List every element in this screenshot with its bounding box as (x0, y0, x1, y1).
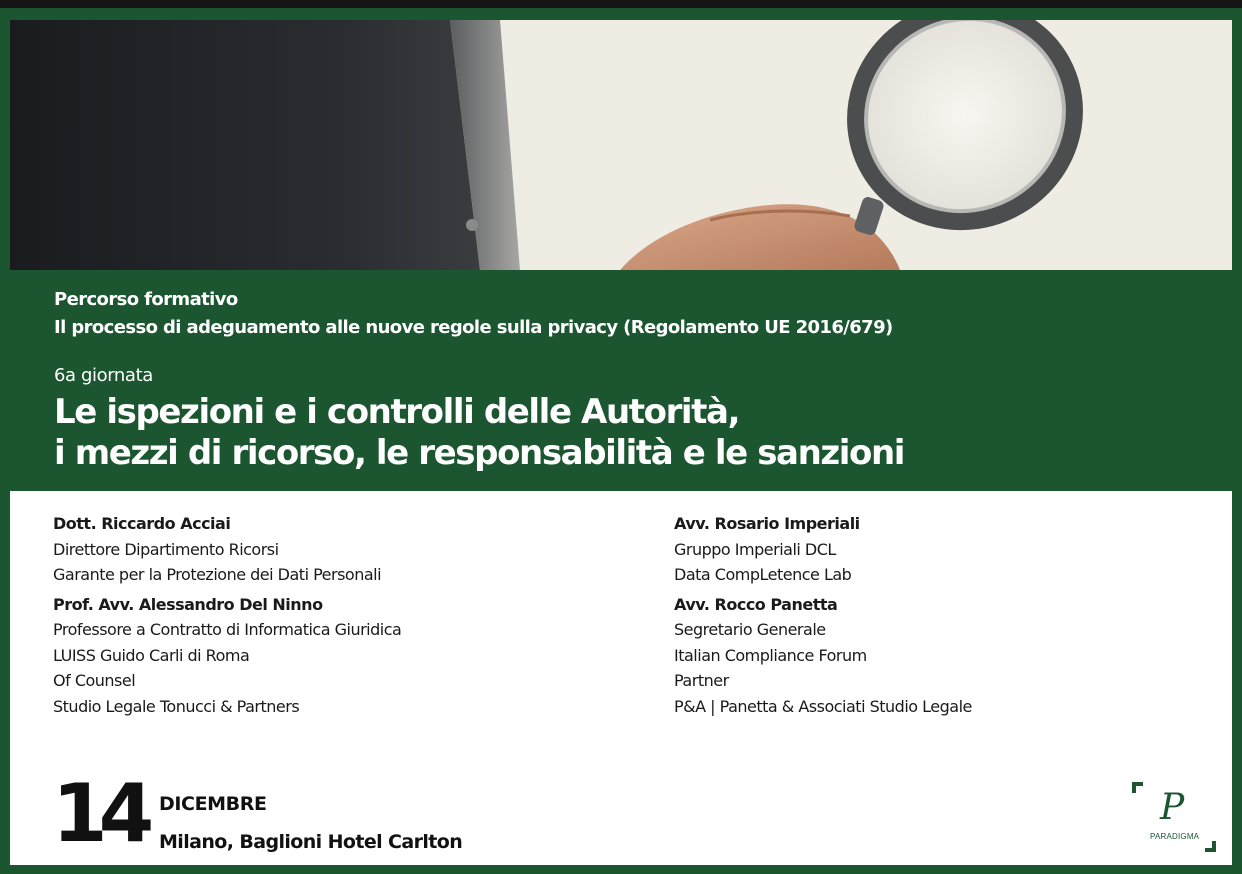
speaker-role-line: LUISS Guido Carli di Roma (53, 645, 250, 665)
speaker-role-line: Studio Legale Tonucci & Partners (53, 696, 300, 716)
hero-image-magnifying-glass (10, 20, 1232, 270)
course-header (54, 286, 893, 342)
speaker-block (53, 592, 401, 720)
speaker-role-line: Segretario Generale (674, 620, 826, 639)
course-subject: Il processo di adeguamento alle nuove regole sulla privacy (Regolamento UE 2016/679) (54, 317, 893, 338)
session-title-line2: i mezzi di ricorso, le responsabilità e le sanzioni (54, 433, 905, 473)
speaker-role-line: Garante per la Protezione dei Dati Personali (53, 565, 382, 584)
speaker-role-line: Partner (674, 671, 729, 690)
logo-letter: P (1160, 787, 1185, 828)
speaker-block (674, 511, 972, 588)
speaker-role-line: Data CompLetence Lab (674, 565, 852, 584)
paradigma-logo (1128, 776, 1220, 860)
speakers-left-column (53, 511, 401, 723)
speaker-role-line: Italian Compliance Forum (674, 645, 867, 665)
speaker-name: Prof. Avv. Alessandro Del Ninno (53, 594, 323, 614)
event-month: DICEMBRE (159, 793, 267, 815)
top-bar (0, 0, 1242, 8)
speaker-role-line: Of Counsel (53, 671, 136, 690)
speaker-block (674, 592, 972, 720)
session-day: 6a giornata (54, 365, 153, 386)
speaker-name: Avv. Rosario Imperiali (674, 514, 860, 533)
speaker-name: Dott. Riccardo Acciai (53, 514, 231, 533)
event-venue: Milano, Baglioni Hotel Carlton (159, 831, 463, 853)
speaker-role-line: Gruppo Imperiali DCL (674, 539, 836, 559)
speakers-panel (10, 491, 1232, 865)
logo-corner-bottom-right (1205, 841, 1216, 852)
speaker-block (53, 511, 401, 588)
speaker-role-line: P&A | Panetta & Associati Studio Legale (674, 696, 972, 716)
speakers-right-column (674, 511, 972, 723)
course-label: Percorso formativo (54, 289, 238, 310)
speaker-name: Avv. Rocco Panetta (674, 594, 838, 614)
session-title (54, 392, 904, 474)
logo-brand: PARADIGMA (1150, 832, 1200, 841)
logo-corner-top-left (1132, 782, 1143, 793)
speaker-role-line: Direttore Dipartimento Ricorsi (53, 539, 279, 559)
session-title-line1: Le ispezioni e i controlli delle Autorità, (54, 392, 740, 432)
speaker-role-line: Professore a Contratto di Informatica Giuridica (53, 620, 402, 639)
event-day-number: 14 (52, 767, 146, 860)
